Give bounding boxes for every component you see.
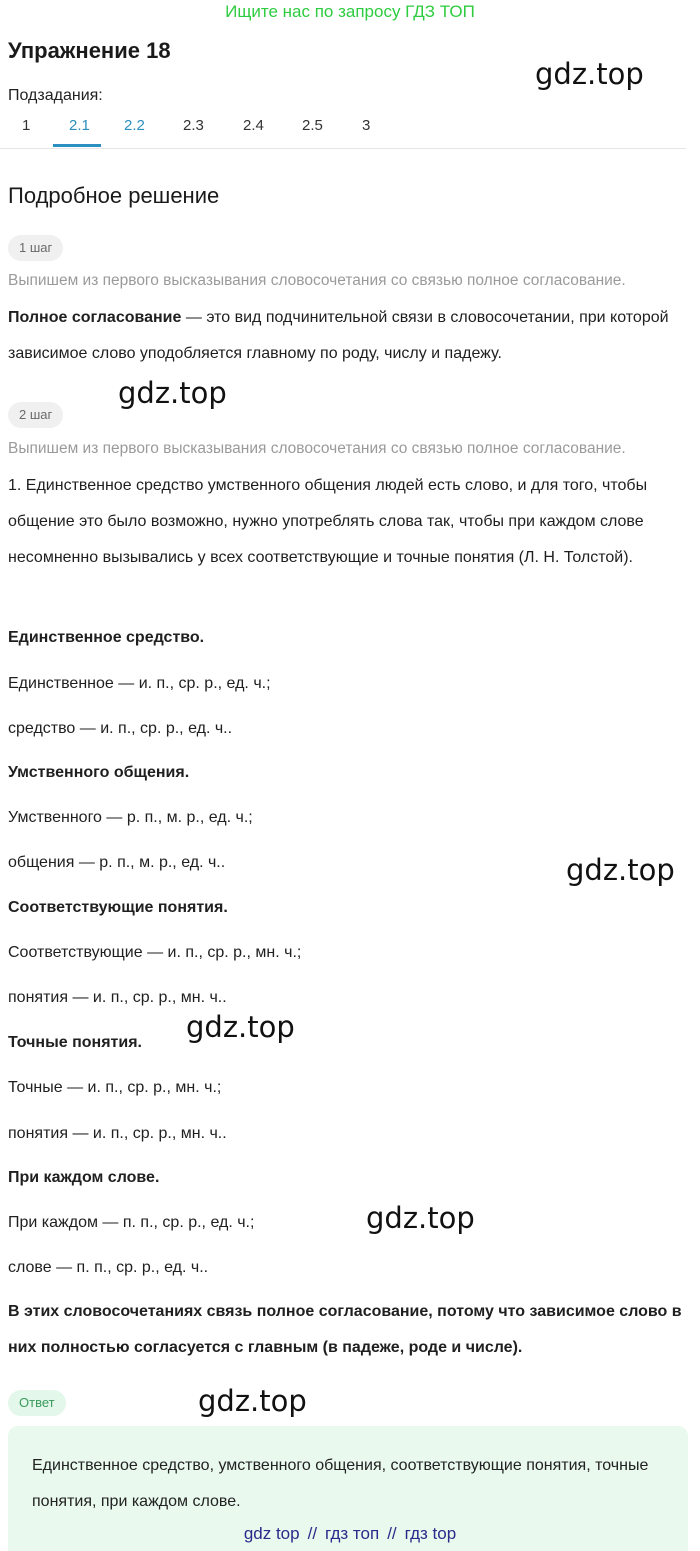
footer-separator: // xyxy=(387,1524,397,1543)
item-3-heading: Соответствующие понятия. xyxy=(8,899,228,916)
item-1-line-1: Единственное — и. п., ср. р., ед. ч.; xyxy=(8,675,271,692)
footer-link-3[interactable]: гдз top xyxy=(404,1524,457,1543)
quote-text: 1. Единственное средство умственного общения людей есть слово, и для того, чтобы общение это было возможно, нужно употреблять слова так, чтобы при каждом слове несомненно вызывались у всех соответствующие и точные понятия (Л. Н. Толстой). xyxy=(8,477,648,566)
page-title: Упражнение 18 xyxy=(8,38,171,63)
footer-link-2[interactable]: гдз топ xyxy=(325,1524,380,1543)
item-2-line-2: общения — р. п., м. р., ед. ч.. xyxy=(8,854,226,871)
item-3-line-1: Соответствующие — и. п., ср. р., мн. ч.; xyxy=(8,944,302,961)
watermark: gdz.top xyxy=(566,853,675,887)
subtask-tabs xyxy=(0,112,686,149)
tab-2-3[interactable]: 2.3 xyxy=(183,117,204,134)
step-1-definition xyxy=(8,300,688,372)
watermark: gdz.top xyxy=(186,1010,295,1044)
item-5-line-1: При каждом — п. п., ср. р., ед. ч.; xyxy=(8,1214,255,1231)
tab-2-2[interactable]: 2.2 xyxy=(124,117,145,134)
item-4-line-2: понятия — и. п., ср. р., мн. ч.. xyxy=(8,1125,227,1142)
footer-link-1[interactable]: gdz top xyxy=(243,1524,300,1543)
tab-2-4[interactable]: 2.4 xyxy=(243,117,264,134)
tab-2-5[interactable]: 2.5 xyxy=(302,117,323,134)
active-tab-indicator xyxy=(53,144,101,147)
search-banner: Ищите нас по запросу ГДЗ ТОП xyxy=(225,2,475,21)
footer-separator: // xyxy=(307,1524,318,1543)
tab-2-1[interactable]: 2.1 xyxy=(69,117,90,134)
conclusion-text: В этих словосочетаниях связь полное согласование, потому что зависимое слово в них полностью согласуется с главным (в падеже, роде и числе). xyxy=(8,1303,682,1356)
tab-1[interactable]: 1 xyxy=(22,117,31,134)
footer-links xyxy=(0,1524,700,1544)
item-1-line-2: средство — и. п., ср. р., ед. ч.. xyxy=(8,720,233,737)
subtasks-label: Подзадания: xyxy=(8,87,103,104)
step-1-hint: Выпишем из первого высказывания словосочетания со связью полное согласование. xyxy=(8,272,626,289)
watermark: gdz.top xyxy=(366,1201,475,1235)
item-2-line-1: Умственного — р. п., м. р., ед. ч.; xyxy=(8,809,253,826)
step-1-badge: 1 шаг xyxy=(8,235,63,261)
step-2-badge: 2 шаг xyxy=(8,402,63,428)
term-label: Полное согласование xyxy=(8,309,182,326)
answer-text: Единственное средство, умственного общения, соответствующие понятия, точные понятия, при каждом слове. xyxy=(32,1457,649,1510)
item-5-line-2: слове — п. п., ср. р., ед. ч.. xyxy=(8,1259,209,1276)
watermark: gdz.top xyxy=(118,376,227,410)
watermark: gdz.top xyxy=(535,57,644,91)
item-3-line-2: понятия — и. п., ср. р., мн. ч.. xyxy=(8,989,227,1006)
item-1-heading: Единственное средство. xyxy=(8,629,205,646)
answer-badge: Ответ xyxy=(8,1390,66,1416)
watermark: gdz.top xyxy=(198,1384,307,1418)
tab-3[interactable]: 3 xyxy=(362,117,371,134)
item-2-heading: Умственного общения. xyxy=(8,764,190,781)
step-2-hint: Выпишем из первого высказывания словосочетания со связью полное согласование. xyxy=(8,440,626,457)
definition-text: — это вид подчинительной связи в словосочетании, при которой зависимое слово уподобляется главному по роду, числу и падежу. xyxy=(8,309,669,362)
item-4-line-1: Точные — и. п., ср. р., мн. ч.; xyxy=(8,1079,222,1096)
item-5-heading: При каждом слове. xyxy=(8,1169,160,1186)
solution-heading: Подробное решение xyxy=(8,183,220,208)
item-4-heading: Точные понятия. xyxy=(8,1034,142,1051)
